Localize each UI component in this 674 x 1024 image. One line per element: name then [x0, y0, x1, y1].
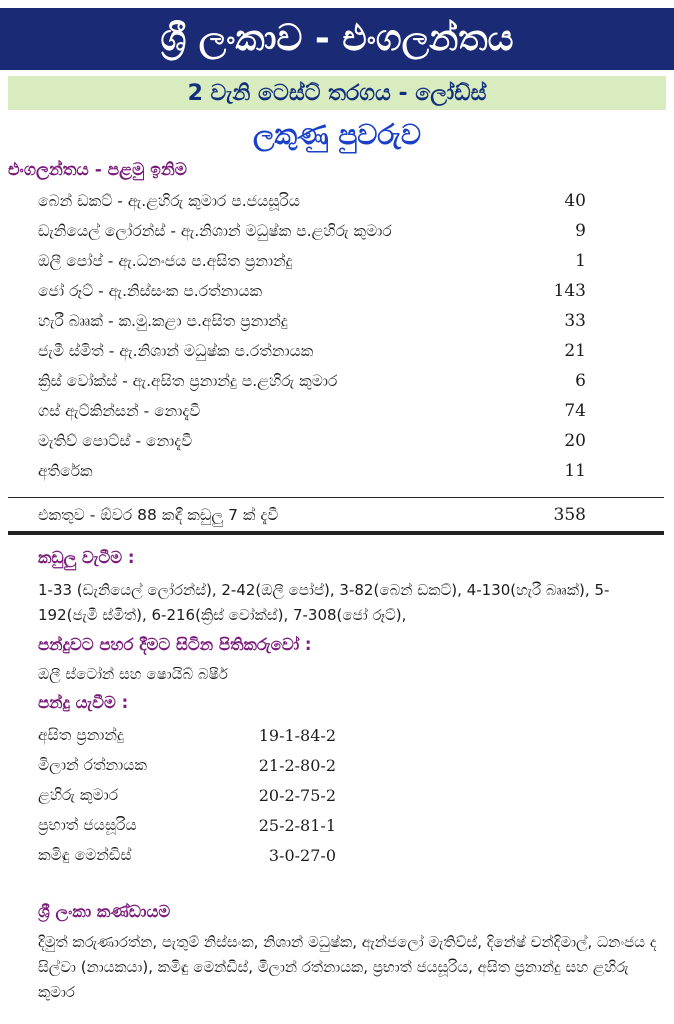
squad-title: ශ්‍රී ලංකා කණ්ඩායම: [38, 902, 171, 921]
bowler-name: ප්‍රභාත් ජයසූරිය: [38, 815, 137, 834]
batter-runs: 143: [553, 281, 586, 301]
to-bat-title: පන්දුවට පහර දීමට සිටින පිතිකරුවෝ :: [38, 635, 312, 654]
batter-runs: 9: [575, 221, 586, 241]
batting-row: [38, 248, 586, 274]
batter-dismissal: ඩැනියෙල් ලෝරන්ස් - ඇ.නිශාන් මධුෂ්ක ප.ළහිරු කුමාර: [38, 221, 392, 240]
fall-of-wickets-title: කඩුලු වැටීම :: [38, 548, 135, 567]
batter-dismissal: ඔලී පෝප් - ඇ.ධනංජය ප.අසිත ප්‍රනාන්දු: [38, 251, 293, 270]
batter-dismissal: ජෝ රූට් - ඇ.නිස්සංක ප.රත්නායක: [38, 281, 263, 300]
batter-runs: 6: [575, 371, 586, 391]
bowling-row: [38, 782, 338, 808]
page-header: [0, 8, 674, 70]
extras-label: අතිරේක: [38, 461, 93, 480]
total-runs: 358: [553, 505, 586, 525]
match-title: 2 වැනි ටෙස්ට් තරගය - ලෝඩ්ස්: [187, 80, 487, 106]
batter-dismissal: ක්‍රිස් වෝක්ස් - ඇ.අසිත ප්‍රනාන්දු ප.ළහිරු කුමාර: [38, 371, 338, 390]
innings-title: එංගලන්තය - පළමු ඉනිම: [8, 160, 187, 180]
batting-row: [38, 188, 586, 214]
bowler-name: කමිඳු මෙන්ඩිස්: [38, 845, 132, 864]
bowler-figures: 20-2-75-2: [258, 785, 336, 805]
batter-dismissal: හැරී බෲක් - ක.මු.කළා ප.අසිත ප්‍රනාන්දු: [38, 311, 288, 330]
batter-runs: 33: [564, 311, 586, 331]
squad-text: දිමුත් කරුණාරත්න, පැතුම් නිස්සංක, නිශාන් මධුෂ්ක, ඇන්ජලෝ මැතිව්ස්, දිනේෂ් චන්දිමාල්, ධනංජය ද සිල්වා (නායකයා), කමිඳු මෙන්ඩිස්, මිලාන් රත්නායක, ප්‍රභාත් ජයසූරිය, අසිත ප්‍රනාන්දු සහ ළහිරු කුමාර: [38, 933, 657, 1001]
bowler-figures: 21-2-80-2: [258, 755, 336, 775]
bowler-name: අසිත ප්‍රනාන්දු: [38, 725, 124, 744]
fall-of-wickets-text: 1-33 (ඩැනියෙල් ලෝරන්ස්), 2-42(ඔලී පෝප්), 3-82(බෙන් ඩකට්), 4-130(හැරී බෲක්), 5-192(ජැමී ස්මිත්), 6-216(ක්‍රිස් වෝක්ස්), 7-308(ජෝ රූට්),: [38, 581, 610, 624]
batter-runs: 40: [564, 191, 586, 211]
bowler-name: මිලාන් රත්නායක: [38, 755, 147, 774]
batter-runs: 20: [564, 431, 586, 451]
batting-row: [38, 308, 586, 334]
total-label: එකතුව - ඕවර 88 කඳී කඩුලු 7 ක් දැවී: [38, 505, 279, 524]
batting-row: [38, 218, 586, 244]
batter-dismissal: බෙන් ඩකට් - ඇ.ළහිරු කුමාර ප.ජයසූරිය: [38, 191, 300, 210]
batter-dismissal: මැතිව් පොට්ස් - නොදැවී: [38, 431, 193, 450]
bowling-row: [38, 722, 338, 748]
batting-row: [38, 338, 586, 364]
batter-dismissal: ජැමී ස්මිත් - ඇ.නිශාන් මධුෂ්ක ප.රත්නායක: [38, 341, 314, 360]
bowling-title: පන්දු යැවීම :: [38, 693, 129, 712]
section-divider: [8, 531, 664, 535]
match-subheader: [8, 76, 666, 110]
total-divider: [8, 497, 664, 498]
batting-row: [38, 368, 586, 394]
bowler-figures: 25-2-81-1: [258, 815, 336, 835]
batter-runs: 21: [564, 341, 586, 361]
batting-row: [38, 428, 586, 454]
bowling-row: [38, 812, 338, 838]
bowler-figures: 3-0-27-0: [268, 845, 336, 865]
batter-dismissal: ගස් ඇට්කින්සන් - නොදැවී: [38, 401, 201, 420]
to-bat-text: ඔලී ස්ටෝන් සහ ෂොයිබ් බෂීර්: [38, 665, 228, 683]
scorecard-title: ලකුණු පුවරුව: [253, 118, 421, 151]
bowling-row: [38, 752, 338, 778]
batter-runs: 1: [575, 251, 586, 271]
total-row: [38, 502, 586, 528]
header-title: ශ්‍රී ලංකාව - එංගලන්තය: [160, 18, 514, 59]
bowling-row: [38, 842, 338, 868]
batting-row: [38, 278, 586, 304]
batting-row: [38, 398, 586, 424]
extras-runs: 11: [564, 461, 586, 481]
bowler-figures: 19-1-84-2: [258, 725, 336, 745]
extras-row: [38, 458, 586, 484]
bowler-name: ළහිරු කුමාර: [38, 785, 119, 804]
batter-runs: 74: [564, 401, 586, 421]
